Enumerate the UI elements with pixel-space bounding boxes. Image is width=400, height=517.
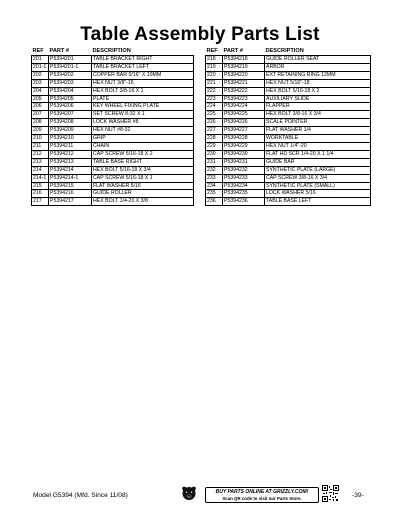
part-number: P5394201-1 <box>49 63 92 71</box>
ref-number: 219 <box>206 63 223 71</box>
table-row <box>32 63 194 71</box>
description: GRIP <box>92 135 194 143</box>
description: TABLE BASE LEFT <box>265 198 371 206</box>
table-row <box>206 95 371 103</box>
ref-number: 209 <box>32 127 49 135</box>
ref-number: 216 <box>32 190 49 198</box>
table-row <box>206 56 371 64</box>
description: GUIDE ROLLER <box>92 190 194 198</box>
part-number: P5394230 <box>223 150 265 158</box>
description-header: DESCRIPTION <box>92 48 131 54</box>
table-row <box>32 79 194 87</box>
ref-number: 214 <box>32 166 49 174</box>
part-number: P5394210 <box>49 135 92 143</box>
part-number: P5394215 <box>49 182 92 190</box>
part-number: P5394202 <box>49 71 92 79</box>
description: AUXILIARY SLIDE <box>265 95 371 103</box>
part-number: P5394201 <box>49 56 92 64</box>
table-row <box>206 79 371 87</box>
ref-number: 222 <box>206 87 223 95</box>
table-row <box>32 174 194 182</box>
table-row <box>32 56 194 64</box>
part-number: P5394235 <box>223 190 265 198</box>
table-header-row <box>32 47 194 56</box>
ref-number: 202 <box>32 71 49 79</box>
table-row <box>32 150 194 158</box>
ref-number: 206 <box>32 103 49 111</box>
part-number: P5394214 <box>49 166 92 174</box>
promo-subtext: Scan QR code to visit our Parts Store. <box>222 495 302 501</box>
description: HEX BOLT 5/16-18 X 2 <box>265 87 371 95</box>
description: FLAPPER <box>265 103 371 111</box>
table-row <box>206 198 371 206</box>
table-row <box>32 119 194 127</box>
description: FLAT WASHER 1/4 <box>265 127 371 135</box>
description: WORKTABLE <box>265 135 371 143</box>
part-number: P5394234 <box>223 182 265 190</box>
ref-number: 235 <box>206 190 223 198</box>
table-row <box>32 111 194 119</box>
part-number: P5394231 <box>223 158 265 166</box>
part-number: P5394232 <box>223 166 265 174</box>
ref-number: 214-1 <box>32 174 49 182</box>
part-number: P5394226 <box>223 119 265 127</box>
part-number: P5394233 <box>223 174 265 182</box>
ref-number: 223 <box>206 95 223 103</box>
table-row <box>32 142 194 150</box>
part-header: PART # <box>223 48 243 54</box>
table-row <box>206 182 371 190</box>
description: TABLE BRACKET RIGHT <box>92 56 194 64</box>
model-info: Model G5394 (Mfd. Since 11/08) <box>33 492 128 499</box>
part-number: P5394217 <box>49 198 92 206</box>
table-row <box>206 158 371 166</box>
table-row <box>32 198 194 206</box>
ref-number: 217 <box>32 198 49 206</box>
part-number: P5394236 <box>223 198 265 206</box>
table-row <box>32 87 194 95</box>
part-number: P5394204 <box>49 87 92 95</box>
description: HEX BOLT 3/8-16 X 1 <box>92 87 194 95</box>
part-number: P5394227 <box>223 127 265 135</box>
part-number: P5394229 <box>223 142 265 150</box>
description: GUIDE BAR <box>265 158 371 166</box>
description: HEX NUT #8-32 <box>92 127 194 135</box>
part-number: P5394213 <box>49 158 92 166</box>
part-header: PART # <box>49 48 69 54</box>
description: HEX NUT 5/16"-18 <box>265 79 371 87</box>
ref-number: 220 <box>206 71 223 79</box>
parts-store-banner[interactable] <box>205 487 319 503</box>
part-number: P5394221 <box>223 79 265 87</box>
description: HEX NUT 1/4"-20 <box>265 142 371 150</box>
table-row <box>206 190 371 198</box>
description: SET SCREW 8-32 X 1 <box>92 111 194 119</box>
part-number: P5394219 <box>223 63 265 71</box>
qr-code-icon[interactable] <box>322 485 339 502</box>
table-header-row <box>206 47 371 56</box>
ref-number: 211 <box>32 142 49 150</box>
description: FLAT HD SCR 1/4-20 X 1 1/4 <box>265 150 371 158</box>
part-number: P5394206 <box>49 103 92 111</box>
part-number: P5394208 <box>49 119 92 127</box>
table-row <box>32 182 194 190</box>
description: COPPER BAR 5/16" X 10MM <box>92 71 194 79</box>
description: EXT RETAINING RING 12MM <box>265 71 371 79</box>
part-number: P5394218 <box>223 56 265 64</box>
table-row <box>206 63 371 71</box>
table-row <box>206 71 371 79</box>
ref-number: 221 <box>206 79 223 87</box>
ref-number: 228 <box>206 135 223 143</box>
page-title: Table Assembly Parts List <box>80 24 320 45</box>
table-row <box>206 135 371 143</box>
table-row <box>206 103 371 111</box>
ref-number: 236 <box>206 198 223 206</box>
ref-number: 231 <box>206 158 223 166</box>
parts-table-left <box>31 47 194 206</box>
table-row <box>206 150 371 158</box>
table-row <box>206 87 371 95</box>
description: LOCK WASHER #8 <box>92 119 194 127</box>
part-number: P5394220 <box>223 71 265 79</box>
grizzly-bear-logo-icon <box>181 485 197 501</box>
description: ARBOR <box>265 63 371 71</box>
table-row <box>32 71 194 79</box>
description: SYNTHETIC PLATE (SMALL) <box>265 182 371 190</box>
ref-number: 229 <box>206 142 223 150</box>
promo-headline: BUY PARTS ONLINE AT GRIZZLY.COM! <box>215 489 309 495</box>
description: CHAIN <box>92 142 194 150</box>
part-number: P5394209 <box>49 127 92 135</box>
description: TABLE BASE RIGHT <box>92 158 194 166</box>
description: CAP SCREW 3/8-16 X 3/4 <box>265 174 371 182</box>
table-row <box>206 111 371 119</box>
part-number: P5394207 <box>49 111 92 119</box>
table-row <box>32 158 194 166</box>
table-row <box>206 166 371 174</box>
ref-number: 215 <box>32 182 49 190</box>
ref-number: 224 <box>206 103 223 111</box>
description: CAP SCREW 5/16-18 X 2 <box>92 150 194 158</box>
description: PLATE <box>92 95 194 103</box>
table-row <box>32 95 194 103</box>
description: HEX BOLT 1/4-20 X 3/8 <box>92 198 194 206</box>
description: SYNTHETIC PLATE (LARGE) <box>265 166 371 174</box>
part-number: P5394224 <box>223 103 265 111</box>
ref-number: 203 <box>32 79 49 87</box>
description: HEX BOLT 3/8-16 X 3/4 <box>265 111 371 119</box>
table-row <box>206 174 371 182</box>
page-number: -39- <box>352 492 364 499</box>
description: TABLE BRACKET LEFT <box>92 63 194 71</box>
part-number: P5394205 <box>49 95 92 103</box>
ref-number: 230 <box>206 150 223 158</box>
ref-number: 201 <box>32 56 49 64</box>
ref-header: REF <box>32 48 44 54</box>
part-number: P5394228 <box>223 135 265 143</box>
ref-number: 225 <box>206 111 223 119</box>
table-row <box>32 127 194 135</box>
ref-number: 234 <box>206 182 223 190</box>
part-number: P5394214-1 <box>49 174 92 182</box>
ref-number: 201-1 <box>32 63 49 71</box>
ref-header: REF <box>206 48 218 54</box>
part-number: P5394223 <box>223 95 265 103</box>
table-row <box>206 142 371 150</box>
description: SCALE POINTER <box>265 119 371 127</box>
table-row <box>32 103 194 111</box>
ref-number: 204 <box>32 87 49 95</box>
part-number: P5394216 <box>49 190 92 198</box>
part-number: P5394211 <box>49 142 92 150</box>
description: FLAT WASHER 5/16 <box>92 182 194 190</box>
ref-number: 207 <box>32 111 49 119</box>
ref-number: 218 <box>206 56 223 64</box>
description: LOCK WASHER 5/16 <box>265 190 371 198</box>
ref-number: 233 <box>206 174 223 182</box>
ref-number: 226 <box>206 119 223 127</box>
description-header: DESCRIPTION <box>265 48 304 54</box>
table-row <box>32 190 194 198</box>
description: GUIDE ROLLER SEAT <box>265 56 371 64</box>
table-row <box>206 127 371 135</box>
part-number: P5394203 <box>49 79 92 87</box>
part-number: P5394225 <box>223 111 265 119</box>
parts-table-right <box>205 47 371 206</box>
ref-number: 227 <box>206 127 223 135</box>
ref-number: 205 <box>32 95 49 103</box>
ref-number: 232 <box>206 166 223 174</box>
description: KEY WHEEL FIXING PLATE <box>92 103 194 111</box>
ref-number: 213 <box>32 158 49 166</box>
ref-number: 212 <box>32 150 49 158</box>
description: CAP SCREW 5/16-18 X 1 <box>92 174 194 182</box>
description: HEX BOLT 5/16-18 X 3/4 <box>92 166 194 174</box>
table-row <box>206 119 371 127</box>
part-number: P5394222 <box>223 87 265 95</box>
part-number: P5394212 <box>49 150 92 158</box>
description: HEX NUT 3/8"-16 <box>92 79 194 87</box>
ref-number: 208 <box>32 119 49 127</box>
table-row <box>32 166 194 174</box>
table-row <box>32 135 194 143</box>
ref-number: 210 <box>32 135 49 143</box>
